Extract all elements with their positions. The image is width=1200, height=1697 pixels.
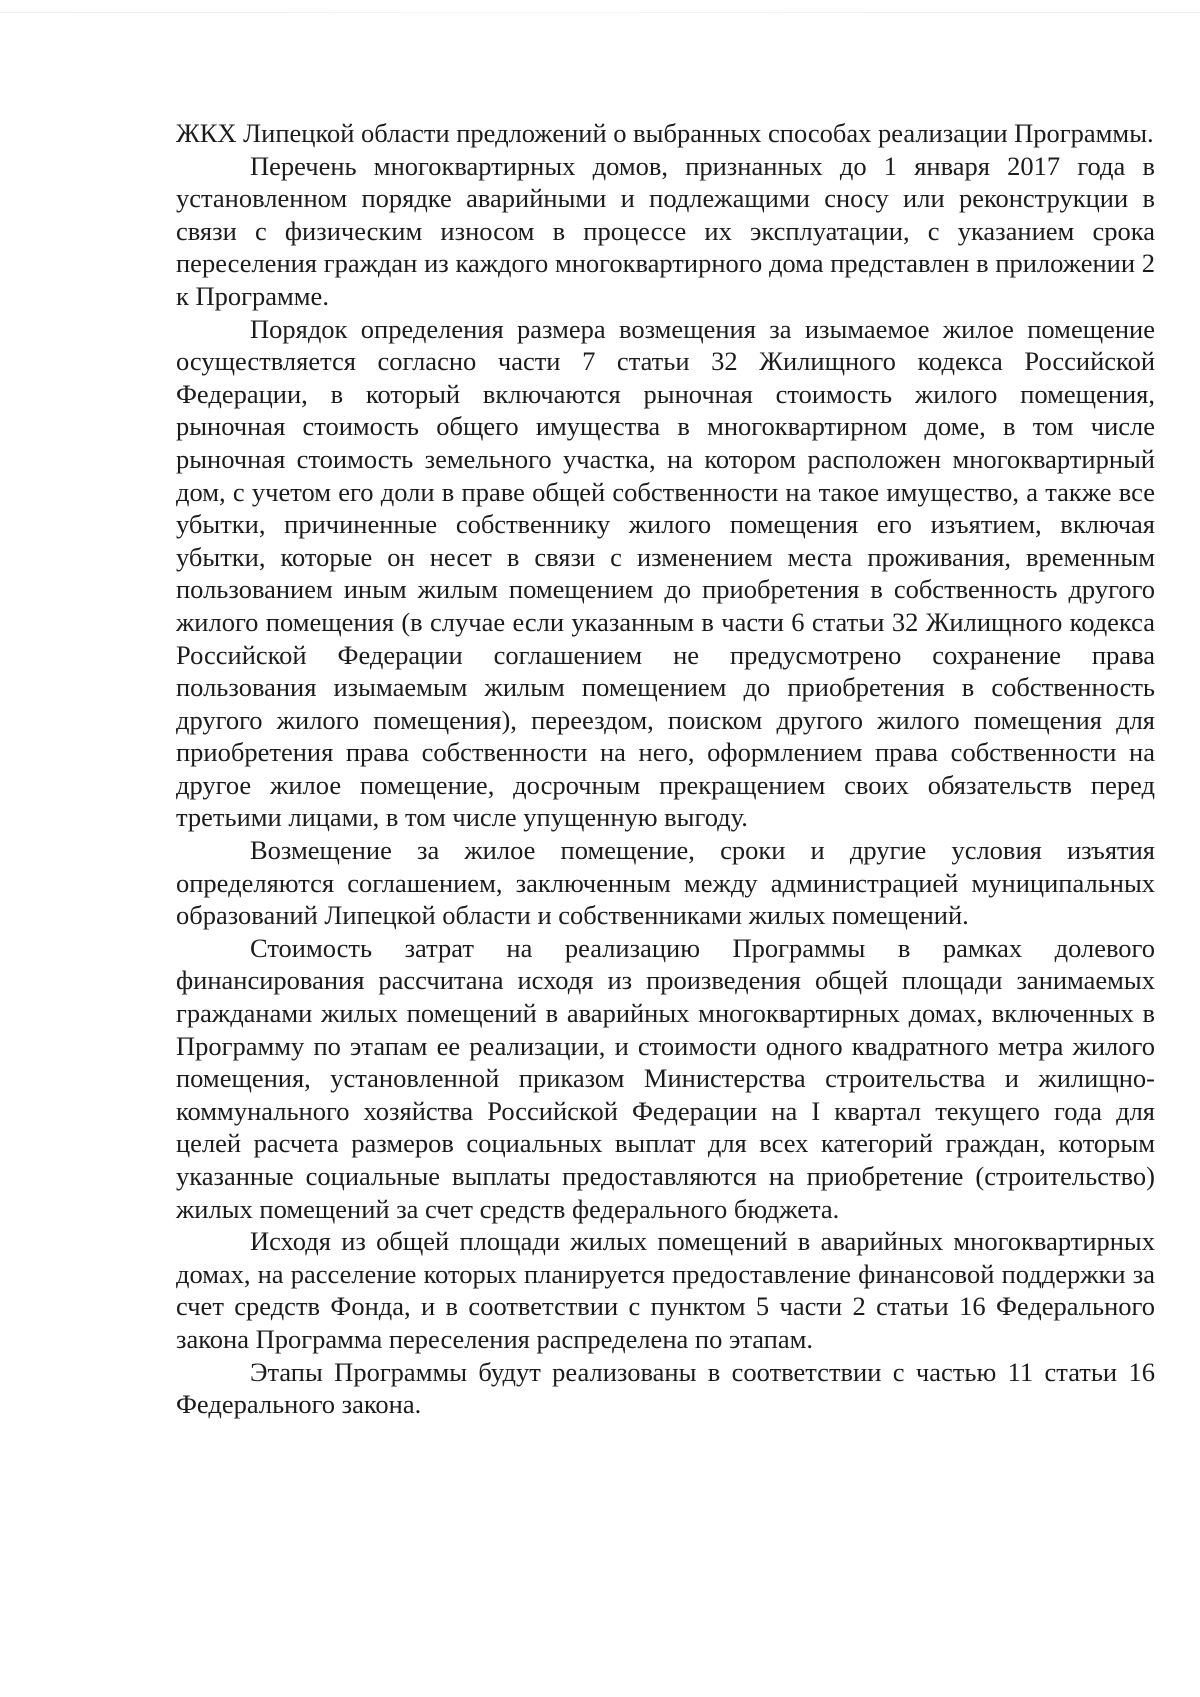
paragraph-stages-implementation: Этапы Программы будут реализованы в соответствии с частью 11 статьи 16 Федерального закона. [176,1356,1155,1420]
paragraph-compensation-procedure: Порядок определения размера возмещения за изымаемое жилое помещение осуществляется согласно части 7 статьи 32 Жилищного кодекса Российской Федерации, в который включаются рыночная стоимость жилого помещения, рыночная стоимость общего имущества в многоквартирном доме, в том числе рыночная стоимость земельного участка, на котором расположен многоквартирный дом, с учетом его доли в праве общей собственности на такое имущество, а также все убытки, причиненные собственнику жилого помещения его изъятием, включая убытки, которые он несет в связи с изменением места проживания, временным пользованием иным жилым помещением до приобретения в собственность другого жилого помещения (в случае если указанным в части 6 статьи 32 Жилищного кодекса Российской Федерации соглашением не предусмотрено сохранение права пользования изымаемым жилым помещением до приобретения в собственность другого жилого помещения), переездом, поиском другого жилого помещения для приобретения права собственности на него, оформлением права собственности на другое жилое помещение, досрочным прекращением своих обязательств перед третьими лицами, в том числе упущенную выгоду. [176,313,1155,833]
paragraph-continuation: ЖКХ Липецкой области предложений о выбранных способах реализации Программы. [176,118,1154,148]
paragraph-compensation-agreement: Возмещение за жилое помещение, сроки и другие условия изъятия определяются соглашением, заключенным между администрацией муниципальных образований Липецкой области и собственниками жилых помещений. [176,835,1155,931]
scan-edge-line [0,12,1200,13]
paragraph-program-cost: Стоимость затрат на реализацию Программы в рамках долевого финансирования рассчитана исходя из произведения общей площади занимаемых гражданами жилых помещений в аварийных многоквартирных домах, включенных в Программу по этапам ее реализации, и стоимости одного квадратного метра жилого помещения, установленной приказом Министерства строительства и жилищно-коммунального хозяйства Российской Федерации на I квартал текущего года для целей расчета размеров социальных выплат для всех категорий граждан, которым указанные социальные выплаты предоставляются на приобретение (строительство) жилых помещений за счет средств федерального бюджета. [176,932,1155,1224]
document-body [176,117,1155,1421]
paragraph-house-list: Перечень многоквартирных домов, признанных до 1 января 2017 года в установленном порядке аварийными и подлежащими сносу или реконструкции в связи с физическим износом в процессе их эксплуатации, с указанием срока переселения граждан из каждого многоквартирного дома представлен в приложении 2 к Программе. [176,150,1155,311]
paragraph-program-stages: Исходя из общей площади жилых помещений в аварийных многоквартирных домах, на расселение которых планируется предоставление финансовой поддержки за счет средств Фонда, и в соответствии с пунктом 5 части 2 статьи 16 Федерального закона Программа переселения распределена по этапам. [176,1226,1155,1354]
